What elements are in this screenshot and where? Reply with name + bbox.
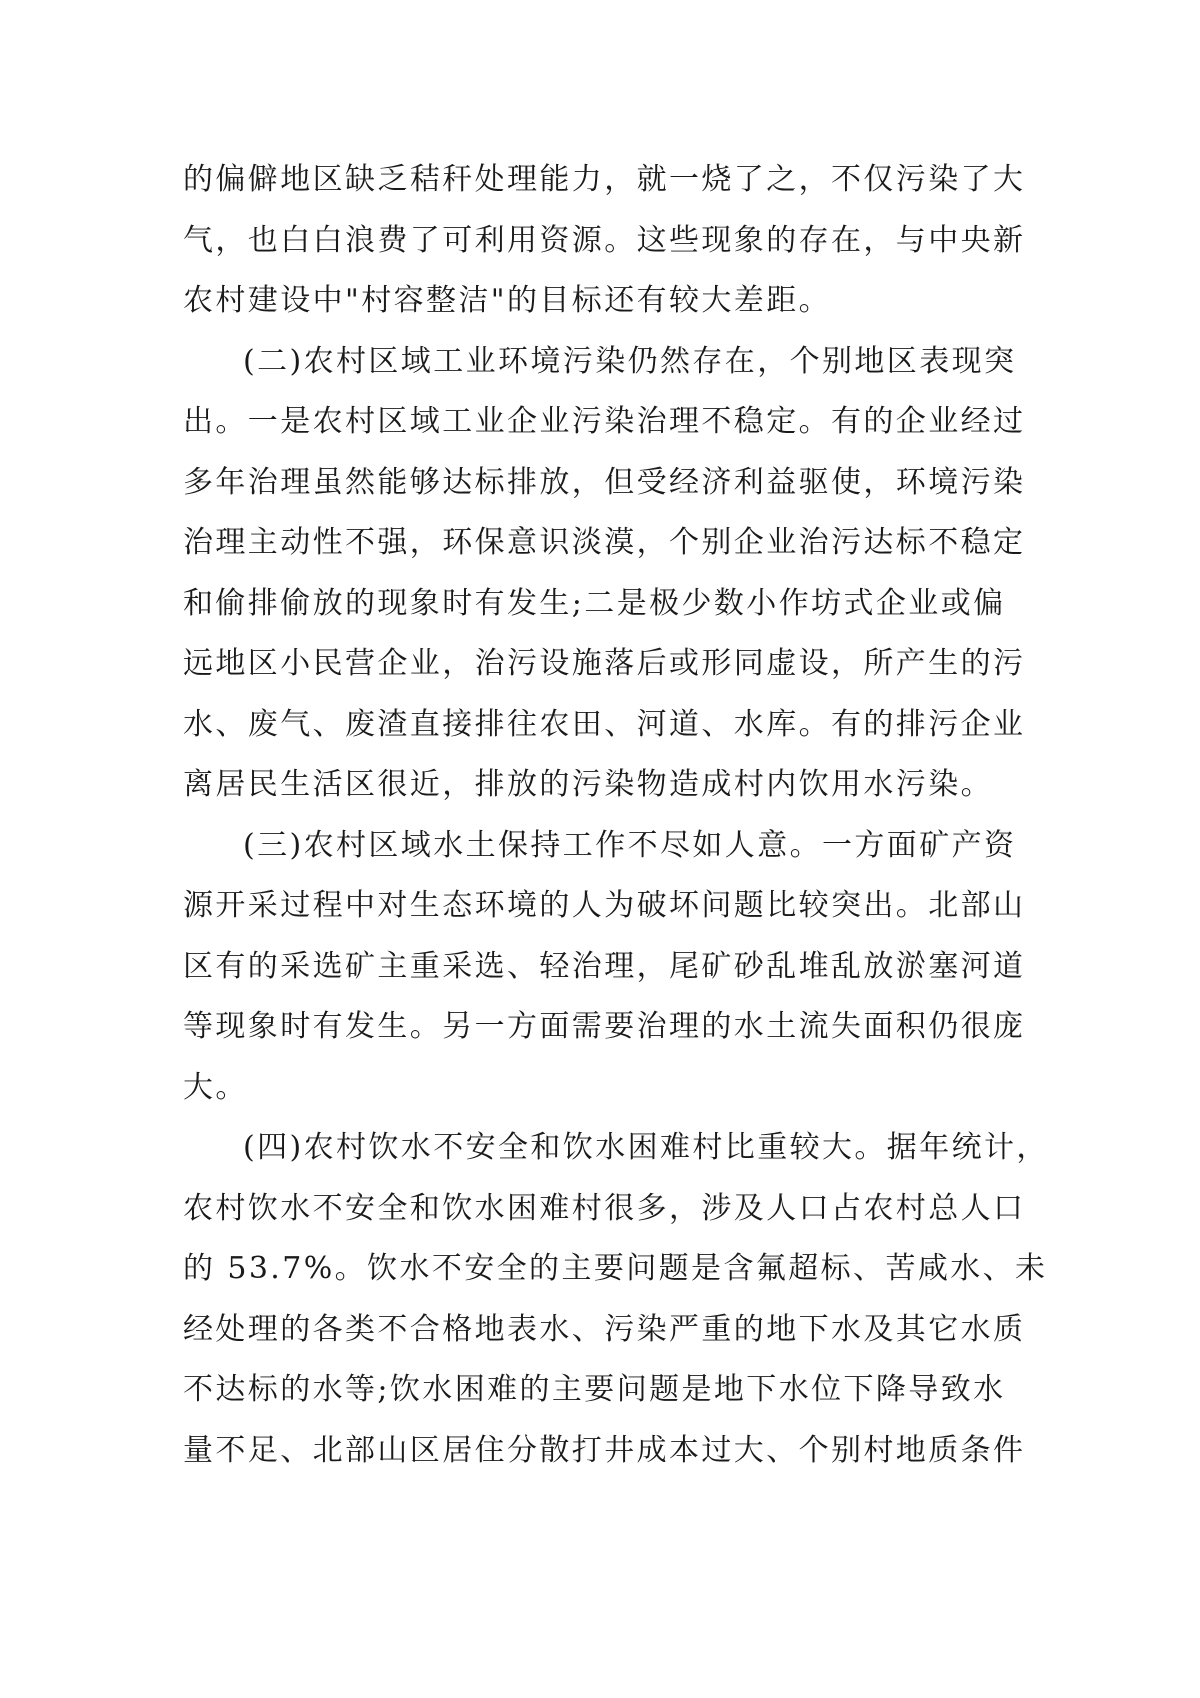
text-line: 区有的采选矿主重采选、轻治理，尾矿砂乱堆乱放淤塞河道 bbox=[183, 948, 1026, 984]
text-line: 的偏僻地区缺乏秸秆处理能力，就一烧了之，不仅污染了大 bbox=[183, 162, 1026, 197]
text-line: 农村饮水不安全和饮水困难村很多，涉及人口占农村总人口 bbox=[183, 1190, 1026, 1226]
text-line: 源开采过程中对生态环境的人为破坏问题比较突出。北部山 bbox=[183, 888, 1026, 923]
text-line: (二)农村区域工业环境污染仍然存在，个别地区表现突 bbox=[243, 343, 1017, 379]
text-line: 的 53.7%。饮水不安全的主要问题是含氟超标、苦咸水、未 bbox=[183, 1251, 1048, 1286]
text-line: 远地区小民营企业，治污设施落后或形同虚设，所产生的污 bbox=[183, 646, 1026, 681]
text-line: 多年治理虽然能够达标排放，但受经济利益驱使，环境污染 bbox=[183, 464, 1026, 500]
document-body bbox=[183, 150, 1049, 1481]
text-line: 经处理的各类不合格地表水、污染严重的地下水及其它水质 bbox=[183, 1311, 1026, 1347]
text-line: 农村建设中"村容整洁"的目标还有较大差距。 bbox=[183, 283, 831, 318]
text-line: 出。一是农村区域工业企业污染治理不稳定。有的企业经过 bbox=[183, 404, 1026, 439]
text-line: (四)农村饮水不安全和饮水困难村比重较大。据年统计， bbox=[243, 1130, 1049, 1165]
text-line: 等现象时有发生。另一方面需要治理的水土流失面积仍很庞 bbox=[183, 1009, 1026, 1044]
text-line: 气，也白白浪费了可利用资源。这些现象的存在，与中央新 bbox=[183, 222, 1026, 258]
text-line: 水、废气、废渣直接排往农田、河道、水库。有的排污企业 bbox=[183, 706, 1026, 742]
text-line: 治理主动性不强，环保意识淡漠，个别企业治污达标不稳定 bbox=[183, 525, 1026, 560]
text-line: 大。 bbox=[183, 1069, 248, 1105]
text-line: 和偷排偷放的现象时有发生;二是极少数小作坊式企业或偏 bbox=[183, 585, 1006, 621]
text-line: 量不足、北部山区居住分散打井成本过大、个别村地质条件 bbox=[183, 1432, 1026, 1468]
text-line: (三)农村区域水土保持工作不尽如人意。一方面矿产资 bbox=[243, 827, 1017, 863]
text-line: 不达标的水等;饮水困难的主要问题是地下水位下降导致水 bbox=[183, 1372, 1006, 1407]
text-line: 离居民生活区很近，排放的污染物造成村内饮用水污染。 bbox=[183, 767, 993, 802]
